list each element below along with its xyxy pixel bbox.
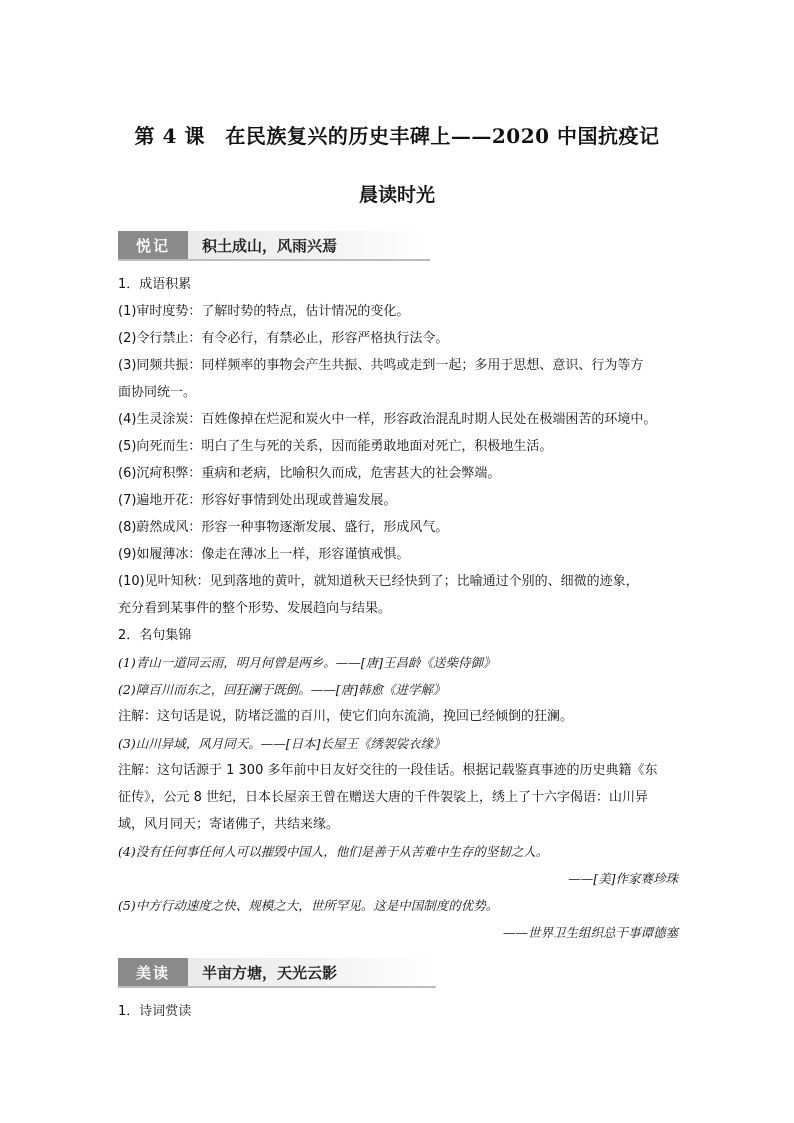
idioms-heading: 1．成语积累 xyxy=(118,277,192,292)
idiom-line: (5)向死而生：明白了生与死的关系，因而能勇敢地面对死亡，积极地生活。 xyxy=(118,439,553,454)
idiom-line: (3)同频共振：同样频率的事物会产生共振、共鸣或走到一起；多用于思想、意识、行为等方 xyxy=(118,358,644,373)
idiom-line: 充分看到某事件的整个形势、发展趋向与结果。 xyxy=(118,601,392,616)
quote-line: (5)中方行动速度之快、规模之大，世所罕见。这是中国制度的优势。 xyxy=(118,898,499,913)
quote-line: (2)障百川而东之，回狂澜于既倒。——[唐]韩愈《进学解》 xyxy=(118,682,446,697)
quote-line: (3)山川异域，风月同天。——[日本]长屋王《绣袈裟衣缘》 xyxy=(118,736,446,751)
idiom-line: (6)沉疴积弊：重病和老病，比喻积久而成，危害甚大的社会弊端。 xyxy=(118,466,501,481)
section-tag: 悦记 xyxy=(118,231,188,259)
section-tag: 美读 xyxy=(118,958,188,986)
section-subtitle: 晨读时光 xyxy=(358,184,435,206)
idiom-line: (9)如履薄冰：像走在薄冰上一样，形容谨慎戒惧。 xyxy=(118,547,410,562)
section-body-meidu xyxy=(118,998,678,1025)
quote-line: (1)青山一道同云雨，明月何曾是两乡。——[唐]王昌龄《送柴侍御》 xyxy=(118,655,496,670)
idiom-line: 面协同统一。 xyxy=(118,385,197,400)
section-banner-text: 半亩方塘，天光云影 xyxy=(202,963,338,982)
section-body-yueji xyxy=(118,271,678,946)
quotes-heading: 2．名句集锦 xyxy=(118,628,192,643)
idiom-line: (7)遍地开花：形容好事情到处出现或普遍发展。 xyxy=(118,493,397,508)
idiom-line: (1)审时度势：了解时势的特点，估计情况的变化。 xyxy=(118,304,410,319)
poem-heading: 1．诗词赏读 xyxy=(118,1004,192,1019)
lesson-title: 第 4 课 在民族复兴的历史丰碑上——2020 中国抗疫记 xyxy=(134,124,660,148)
idiom-line: (2)令行禁止：有令必行，有禁必止，形容严格执行法令。 xyxy=(118,331,449,346)
section-banner-meidu xyxy=(118,958,436,988)
idiom-line: (8)蔚然成风：形容一种事物逐渐发展、盛行，形成风气。 xyxy=(118,520,449,535)
idiom-line: (10)见叶知秋：见到落地的黄叶，就知道秋天已经快到了；比喻通过个别的、细微的迹象， xyxy=(118,574,639,589)
quote-note: 征传》，公元 8 世纪，日本长屋亲王曾在赠送大唐的千件袈裟上，绣上了十六字偈语：山川异 xyxy=(118,790,649,805)
quote-line: (4)没有任何事任何人可以摧毁中国人，他们是善于从苦难中生存的坚韧之人。 xyxy=(118,844,549,859)
quote-note: 域，风月同天；寄诸佛子，共结来缘。 xyxy=(118,817,340,832)
quote-note: 注解：这句话是说，防堵泛滥的百川，使它们向东流淌，挽回已经倾倒的狂澜。 xyxy=(118,709,574,724)
section-banner-text: 积土成山，风雨兴焉 xyxy=(202,236,338,255)
quote-source: ——[美]作家赛珍珠 xyxy=(568,871,678,886)
idiom-line: (4)生灵涂炭：百姓像掉在烂泥和炭火中一样，形容政治混乱时期人民处在极端困苦的环境中。 xyxy=(118,412,657,427)
quote-note: 注解：这句话源于 1 300 多年前中日友好交往的一段佳话。根据记载鉴真事迹的历史典籍《东 xyxy=(118,763,658,778)
section-banner-yueji xyxy=(118,231,430,261)
quote-source: ——世界卫生组织总干事谭德塞 xyxy=(502,925,678,940)
